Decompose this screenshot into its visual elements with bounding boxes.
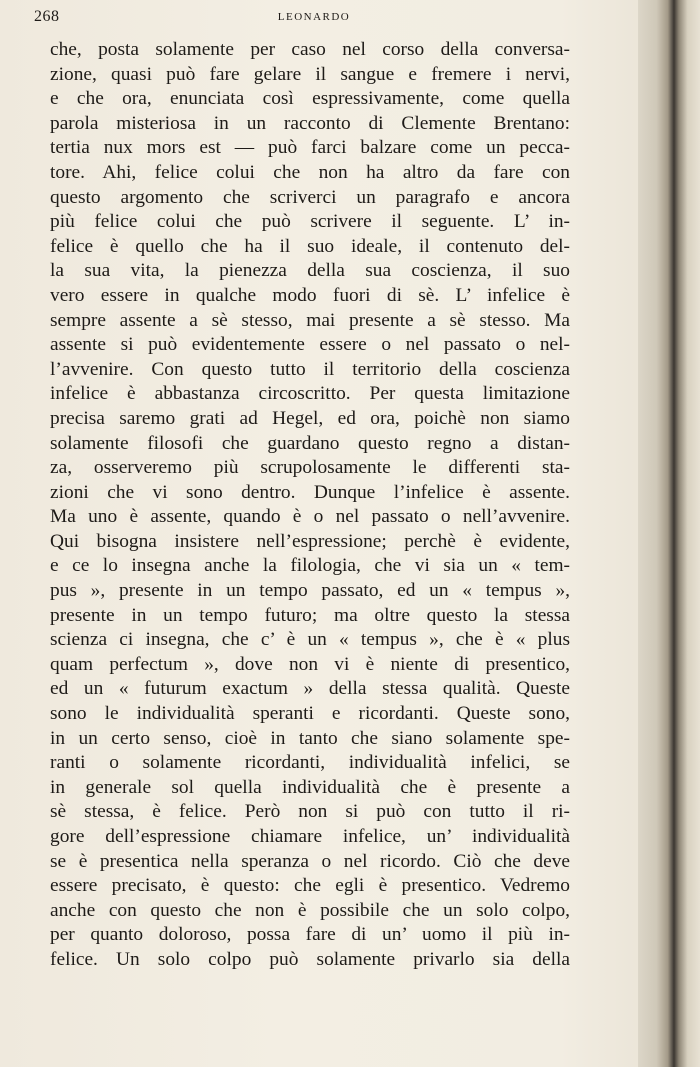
page-number: 268 — [34, 8, 60, 25]
text-line: e che ora, enunciata così espressivamente, come quella — [50, 88, 570, 110]
text-line: zione, quasi può fare gelare il sangue e fremere i nervi, — [50, 63, 570, 85]
text-line: ranti o solamente ricordanti, individualità infelici, se — [50, 752, 570, 774]
text-line: tore. Ahi, felice colui che non ha altro da fare con — [50, 161, 570, 183]
text-line: infelice è abbastanza circoscritto. Per questa limitazione — [50, 383, 570, 405]
text-line: za, osserveremo più scrupolosamente le differenti sta- — [50, 457, 570, 479]
book-gutter — [638, 0, 700, 1067]
body-text — [50, 38, 570, 973]
text-line: quam perfectum », dove non vi è niente di presentico, — [50, 653, 570, 675]
text-line: e ce lo insegna anche la filologia, che vi sia un « tem- — [50, 555, 570, 577]
text-line: Ma uno è assente, quando è o nel passato o nell’avvenire. — [50, 506, 570, 528]
text-line: in un certo senso, cioè in tanto che siano solamente spe- — [50, 727, 570, 749]
text-line: felice è quello che ha il suo ideale, il contenuto del- — [50, 235, 570, 257]
text-line: scienza ci insegna, che c’ è un « tempus », che è « plus — [50, 629, 570, 651]
text-line: solamente filosofi che guardano questo regno a distan- — [50, 432, 570, 454]
page-header — [34, 8, 594, 28]
text-line: Qui bisogna insistere nell’espressione; perchè è evidente, — [50, 530, 570, 552]
running-head: LEONARDO — [277, 11, 351, 23]
text-line: sono le individualità speranti e ricordanti. Queste sono, — [50, 703, 570, 725]
text-line: se è presentica nella speranza o nel ricordo. Ciò che deve — [50, 850, 570, 872]
text-line: per quanto doloroso, possa fare di un’ uomo il più in- — [50, 924, 570, 946]
text-line: presente in un tempo futuro; ma oltre questo la stessa — [50, 604, 570, 626]
text-line: più felice colui che può scrivere il seguente. L’ in- — [50, 211, 570, 233]
text-line: parola misteriosa in un racconto di Clemente Brentano: — [50, 112, 570, 134]
text-line: assente si può evidentemente essere o nel passato o nel- — [50, 334, 570, 356]
text-line: questo argomento che scriverci un paragrafo e ancora — [50, 186, 570, 208]
text-line: in generale sol quella individualità che è presente a — [50, 776, 570, 798]
text-line: la sua vita, la pienezza della sua coscienza, il suo — [50, 260, 570, 282]
text-line: ed un « futurum exactum » della stessa qualità. Queste — [50, 678, 570, 700]
text-line: essere precisato, è questo: che egli è presentico. Vedremo — [50, 875, 570, 897]
text-line: vero essere in qualche modo fuori di sè. L’ infelice è — [50, 284, 570, 306]
text-line: pus », presente in un tempo passato, ed un « tempus », — [50, 580, 570, 602]
text-line: sempre assente a sè stesso, mai presente a sè stesso. Ma — [50, 309, 570, 331]
text-line: l’avvenire. Con questo tutto il territorio della coscienza — [50, 358, 570, 380]
text-line: anche con questo che non è possibile che un solo colpo, — [50, 899, 570, 921]
text-line: che, posta solamente per caso nel corso della conversa- — [50, 39, 570, 60]
text-line: gore dell’espressione chiamare infelice, un’ individualità — [50, 826, 570, 847]
text-line: sè stessa, è felice. Però non si può con tutto il ri- — [50, 801, 570, 823]
text-line: felice. Un solo colpo può solamente privarlo sia della — [50, 948, 570, 970]
text-line: tertia nux mors est — può farci balzare come un pecca- — [50, 137, 570, 159]
text-line: precisa saremo grati ad Hegel, ed ora, poichè non siamo — [50, 407, 570, 429]
text-line: zioni che vi sono dentro. Dunque l’infelice è assente. — [50, 481, 570, 503]
